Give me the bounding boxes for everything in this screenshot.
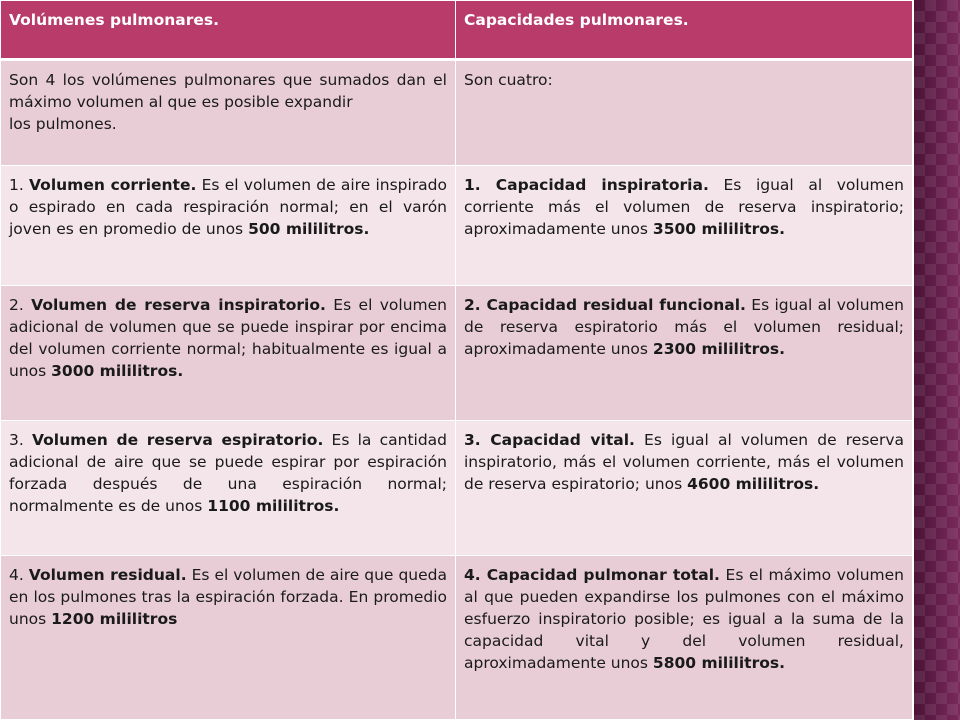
item-title: Capacidad vital.: [490, 431, 635, 450]
item-number: 2.: [464, 295, 487, 314]
item-text: Es el máximo volumen al que pueden expandirse los pulmones con el máximo esfuerzo inspiratorio posible; es igual a la suma de la capacidad vital y del volumen residual, aproximadamente unos: [464, 566, 904, 673]
item-number: 1.: [9, 176, 30, 195]
table-row: [1, 285, 913, 420]
header-capacities: Capacidades pulmonares.: [456, 1, 913, 60]
item-title: Volumen residual.: [28, 566, 187, 585]
item-number: 4.: [464, 566, 487, 585]
item-number: 3.: [9, 431, 32, 450]
intro-volumes-cell: [1, 60, 456, 166]
item-value: 4600 mililitros.: [687, 475, 820, 494]
item-number: 3.: [464, 431, 491, 450]
item-value: 1100 mililitros.: [207, 497, 340, 516]
volume-cell-2: [1, 285, 456, 420]
table-row: [1, 421, 913, 556]
item-value: 3500 mililitros.: [652, 220, 785, 239]
capacity-cell-1: [456, 166, 913, 285]
item-title: Volumen de reserva inspiratorio.: [31, 295, 326, 314]
intro-volumes-text-1: Son 4 los volúmenes pulmonares que sumados dan el máximo volumen al que es posible expandir: [9, 71, 447, 111]
capacity-cell-3: [456, 421, 913, 556]
item-value: 5800 mililitros.: [652, 654, 785, 673]
item-text: Es el volumen de aire inspirado o espirado en cada respiración normal; en el varón joven es en promedio de unos: [9, 176, 448, 239]
table-row: [1, 556, 913, 720]
item-text: Es el volumen adicional de volumen que se puede inspirar por encima del volumen corriente normal; habitualmente es igual a unos: [9, 295, 447, 380]
table-header-row: [1, 1, 913, 60]
table-row-intro: [1, 60, 913, 166]
item-title: Capacidad pulmonar total.: [486, 566, 720, 585]
item-number: 2.: [9, 295, 32, 314]
item-title: Volumen corriente.: [29, 176, 197, 195]
item-title: Capacidad inspiratoria.: [495, 176, 709, 195]
item-text: Es la cantidad adicional de aire que se puede espirar por espiración forzada después de una espiración normal; normalmente es de unos: [9, 431, 448, 516]
item-text: Es el volumen de aire que queda en los pulmones tras la espiración forzada. En promedio unos: [9, 566, 447, 629]
item-number: 1.: [464, 176, 496, 195]
capacity-cell-2: [456, 285, 913, 420]
item-value: 500 mililitros.: [248, 220, 370, 239]
item-value: 2300 mililitros.: [652, 339, 785, 358]
table-row: [1, 166, 913, 285]
item-value: 3000 mililitros.: [51, 361, 184, 380]
intro-capacities-cell: [456, 60, 913, 166]
item-text: Es igual al volumen de reserva espiratorio más el volumen residual; aproximadamente unos: [464, 295, 905, 358]
item-value: 1200 mililitros: [51, 610, 178, 629]
header-volumes: Volúmenes pulmonares.: [1, 1, 456, 60]
intro-capacities-text: Son cuatro:: [464, 71, 553, 89]
item-title: Volumen de reserva espiratorio.: [31, 431, 324, 450]
volume-cell-4: [1, 556, 456, 720]
volume-cell-3: [1, 421, 456, 556]
item-number: 4.: [9, 566, 29, 585]
capacity-cell-4: [456, 556, 913, 720]
decorative-side-pattern: [914, 0, 960, 720]
intro-volumes-text-2: los pulmones.: [9, 115, 117, 133]
volume-cell-1: [1, 166, 456, 285]
item-title: Capacidad residual funcional.: [486, 295, 746, 314]
item-text: Es igual al volumen corriente más el volumen de reserva inspiratorio; aproximadamente unos: [464, 176, 904, 239]
item-text: Es igual al volumen de reserva inspiratorio, más el volumen corriente, más el volumen de reserva espiratorio; unos: [464, 431, 904, 494]
